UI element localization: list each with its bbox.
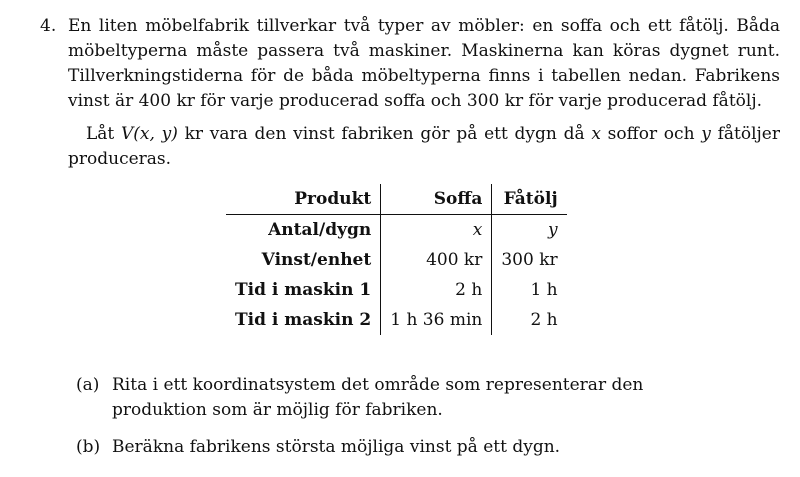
problem-definition bbox=[68, 122, 780, 172]
profit-function: V(x, y) bbox=[121, 124, 178, 144]
variable-x: x bbox=[591, 124, 601, 144]
cell-fatolj: 2 h bbox=[492, 305, 567, 335]
table-row bbox=[226, 245, 567, 275]
definition-text-3: soffor och bbox=[600, 124, 702, 144]
table-row bbox=[226, 215, 567, 246]
production-table bbox=[226, 184, 567, 335]
header-produkt: Produkt bbox=[226, 184, 381, 215]
definition-text-1: Låt bbox=[86, 124, 121, 144]
table-row bbox=[226, 275, 567, 305]
row-label: Vinst/enhet bbox=[261, 250, 372, 270]
definition-text-2: kr vara den vinst fabriken gör på ett dygn då bbox=[177, 124, 592, 144]
cell-fatolj: y bbox=[492, 215, 567, 246]
header-soffa: Soffa bbox=[381, 184, 492, 215]
cell-fatolj: 1 h bbox=[492, 275, 567, 305]
question-list bbox=[76, 373, 736, 472]
question-label: (b) bbox=[76, 437, 101, 457]
row-label: Tid i maskin 2 bbox=[235, 310, 372, 330]
variable-y: y bbox=[701, 124, 711, 144]
cell-soffa: x bbox=[381, 215, 492, 246]
row-label: Antal/dygn bbox=[268, 220, 372, 240]
cell-fatolj: 300 kr bbox=[492, 245, 567, 275]
cell-soffa: 1 h 36 min bbox=[381, 305, 492, 335]
definition-text-4: fåtöljer produceras. bbox=[68, 124, 780, 169]
row-label: Tid i maskin 1 bbox=[235, 280, 372, 300]
problem-4 bbox=[40, 14, 780, 180]
problem-intro: En liten möbelfabrik tillverkar två typer av möbler: en soffa och ett fåtölj. Båda möbeltyperna måste passera två maskiner. Maskinerna kan köras dygnet runt. Tillverkningstiderna för de båda möbeltyperna finns i tabellen nedan. Fabrikens vinst är 400 kr för varje producerad soffa och 300 kr för varje producerad fåtölj. bbox=[68, 16, 780, 111]
cell-soffa: 2 h bbox=[381, 275, 492, 305]
question-label: (a) bbox=[76, 375, 100, 395]
question-a bbox=[76, 373, 736, 423]
question-text: Beräkna fabrikens största möjliga vinst på ett dygn. bbox=[112, 437, 561, 457]
question-b bbox=[76, 435, 736, 460]
table-header-row bbox=[226, 184, 567, 215]
cell-soffa: 400 kr bbox=[381, 245, 492, 275]
question-text: Rita i ett koordinatsystem det område som representerar den produktion som är möjlig för fabriken. bbox=[112, 375, 644, 420]
header-fatolj: Fåtölj bbox=[492, 184, 567, 215]
table-row bbox=[226, 305, 567, 335]
problem-number: 4. bbox=[40, 16, 57, 36]
